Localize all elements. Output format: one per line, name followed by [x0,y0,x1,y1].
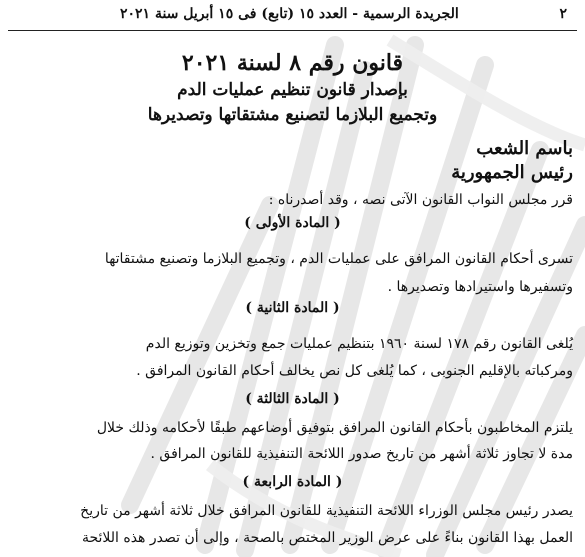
article-4-line-2: العمل بهذا القانون بناءً على عرض الوزير المختص بالصحة ، وإلى أن تصدر هذه اللائحة [81,530,573,546]
article-1-line-2: وتسفيرها واستيرادها وتصديرها . [387,279,573,295]
law-title: قانون رقم ٨ لسنة ٢٠٢١ [181,50,404,76]
article-1-heading: ( المادة الأولى ) [244,215,341,231]
article-2-heading: ( المادة الثانية ) [245,300,340,316]
article-1-line-1: تسرى أحكام القانون المرافق على عمليات الدم ، وتجميع البلازما وتصنيع مشتقاتها [104,251,573,267]
issuing-authority [451,137,573,185]
article-2-line-2: ومركباته بالإقليم الجنوبى ، كما يُلغى كل نص يخالف أحكام القانون المرافق . [136,363,573,379]
running-title: الجريدة الرسمية - العدد ١٥ (تابع) فى ١٥ أبريل سنة ٢٠٢١ [120,6,459,22]
header-divider [8,30,577,31]
article-2-line-1: يُلغى القانون رقم ١٧٨ لسنة ١٩٦٠ بتنظيم عمليات جمع وتخزين وتوزيع الدم [145,336,573,352]
preamble: قرر مجلس النواب القانون الآتى نصه ، وقد أصدرناه : [268,192,573,208]
article-4-line-1: يصدر رئيس مجلس الوزراء اللائحة التنفيذية للقانون المرافق خلال ثلاثة أشهر من تاريخ [80,503,573,519]
law-subtitle-line-2: وتجميع البلازما لتصنيع مشتقاتها وتصديرها [147,105,438,125]
article-3-heading: ( المادة الثالثة ) [245,391,340,407]
article-3-line-1: يلتزم المخاطبون بأحكام القانون المرافق بتوفيق أوضاعهم طبقًا لأحكامه وذلك خلال [96,420,573,436]
article-4-heading: ( المادة الرابعة ) [242,474,343,490]
in-the-name-of-the-people: باسم الشعب [476,138,573,159]
document-header [12,6,573,24]
law-subtitle-line-1: بإصدار قانون تنظيم عمليات الدم [177,80,408,100]
article-3-line-2: مدة لا تجاوز ثلاثة أشهر من تاريخ صدور اللائحة التنفيذية للقانون المرافق . [150,446,573,462]
page-number: ٢ [559,6,567,22]
law-title-block [70,48,515,128]
president-of-the-republic: رئيس الجمهورية [451,162,573,183]
